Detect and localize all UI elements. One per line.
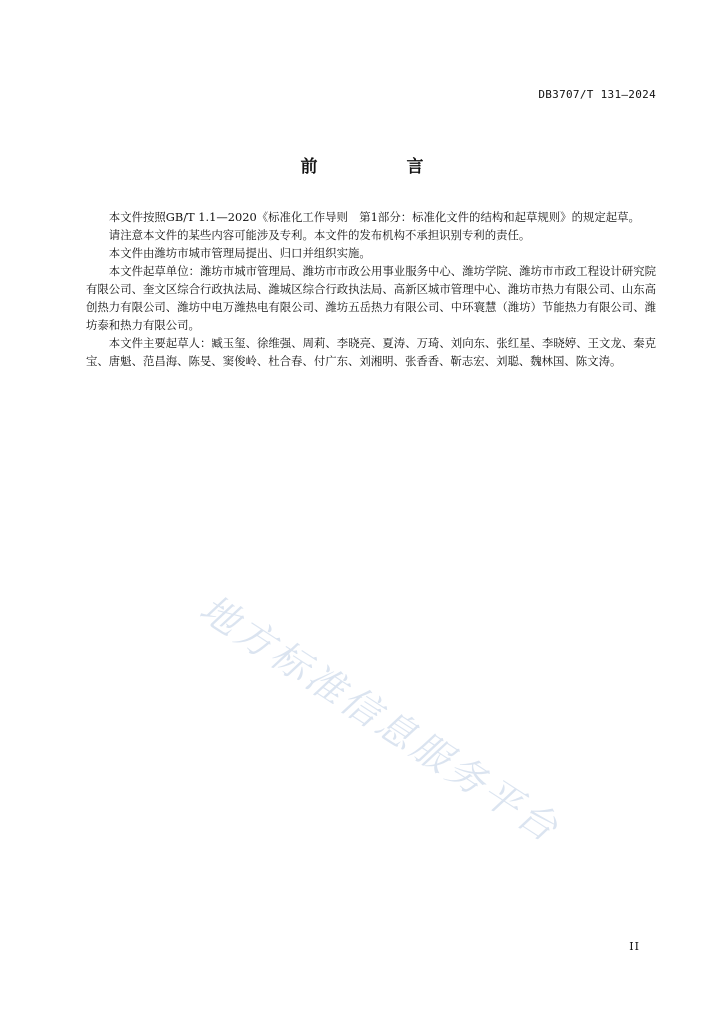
body-text [86, 208, 656, 370]
paragraph-drafters: 本文件主要起草人：臧玉玺、徐维强、周莉、李晓亮、夏涛、万琦、刘向东、张红星、李晓婷、王文龙、秦克宝、唐魁、范昌海、陈旻、窦俊岭、杜合春、付广东、刘湘明、张香香、靳志宏、刘聪、魏林国、陈文涛。 [86, 336, 656, 368]
paragraph-proposer: 本文件由潍坊市城市管理局提出、归口并组织实施。 [108, 246, 371, 260]
paragraph-drafting-basis: 本文件按照GB/T 1.1—2020《标准化工作导则 第1部分：标准化文件的结构和起草规则》的规定起草。 [108, 210, 640, 224]
page-number: II [629, 940, 640, 953]
paragraph-drafting-units: 本文件起草单位：潍坊市城市管理局、潍坊市市政公用事业服务中心、潍坊学院、潍坊市市政工程设计研究院有限公司、奎文区综合行政执法局、潍城区综合行政执法局、高新区城市管理中心、潍坊市热力有限公司、山东高创热力有限公司、潍坊中电万潍热电有限公司、潍坊五岳热力有限公司、中环寰慧（潍坊）节能热力有限公司、潍坊泰和热力有限公司。 [86, 264, 656, 332]
page-title: 前 言 [300, 157, 460, 177]
paragraph-patent-notice: 请注意本文件的某些内容可能涉及专利。本文件的发布机构不承担识别专利的责任。 [108, 228, 531, 242]
standard-code: DB3707/T 131—2024 [538, 88, 656, 101]
watermark-text: 地方标准信息服务平台 [191, 586, 569, 852]
